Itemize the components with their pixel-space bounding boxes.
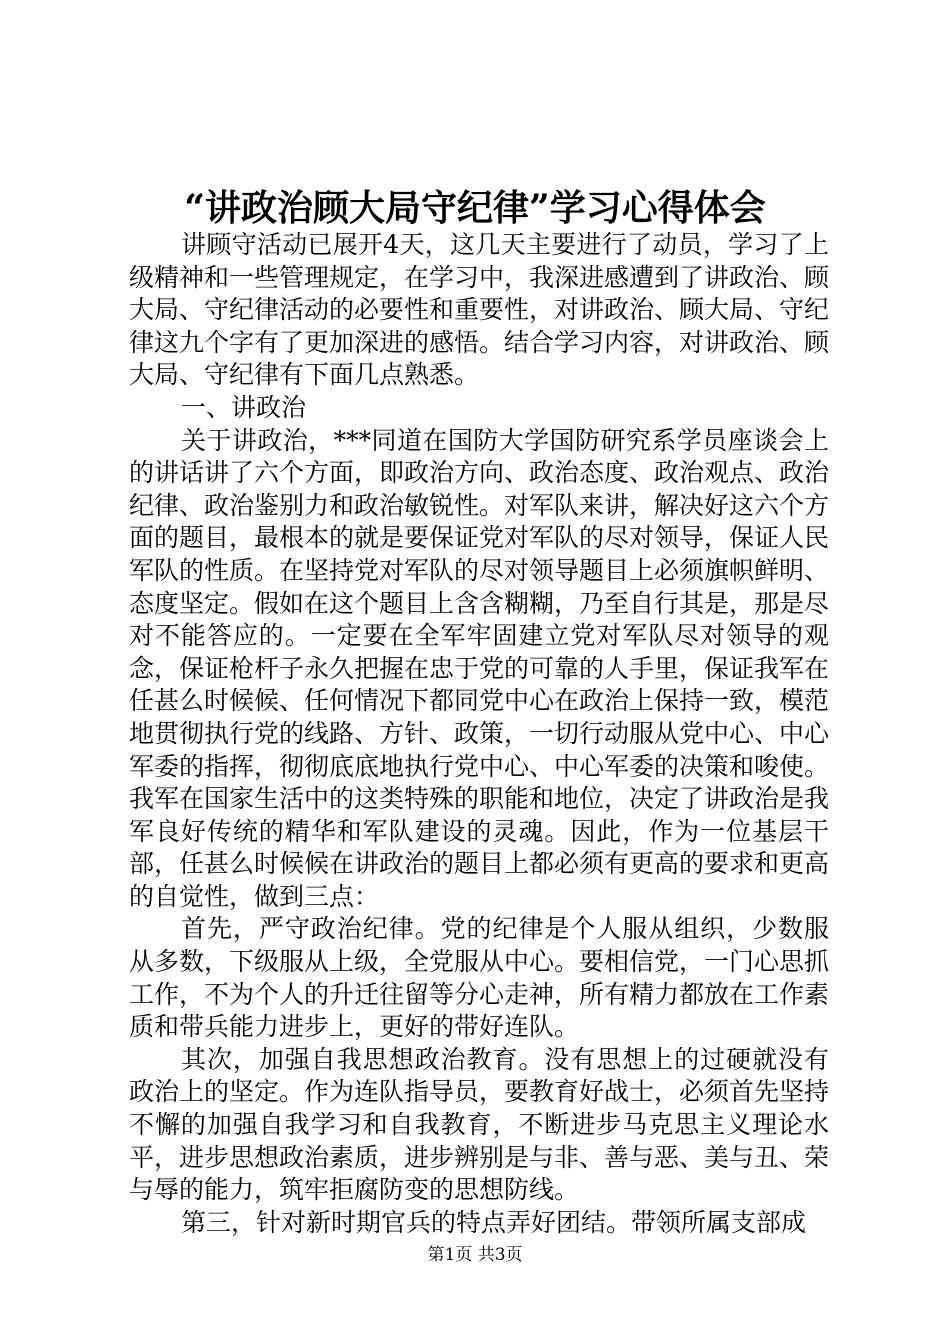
document-body — [129, 229, 829, 1239]
paragraph-second: 其次，加强自我思想政治教育。没有思想上的过硬就没有政治上的坚定。作为连队指导员，要教育好战士，必须首先坚持不懈的加强自我学习和自我教育，不断进步马克思主义理论水平，进步思想政治素质，进步辨别是与非、善与恶、美与丑、荣与辱的能力，筑牢拒腐防变的思想防线。 — [129, 1044, 830, 1205]
section-heading: 一、讲政治 — [181, 392, 307, 422]
page-number: 第1页 共3页 — [427, 1245, 523, 1265]
paragraph-intro: 讲顾守活动已展开4天，这几天主要进行了动员，学习了上级精神和一些管理规定，在学习中，我深进感遭到了讲政治、顾大局、守纪律活动的必要性和重要性，对讲政治、顾大局、守纪律这九个字有了更加深进的感悟。结合学习内容，对讲政治、顾大局、守纪律有下面几点熟悉。 — [129, 230, 830, 390]
paragraph-politics: 关于讲政治，***同道在国防大学国防研究系学员座谈会上的讲话讲了六个方面，即政治方向、政治态度、政治观点、政治纪律、政治鉴别力和政治敏锐性。对军队来讲，解决好这六个方面的题目，最根本的就是要保证党对军队的尽对领导，保证人民军队的性质。在坚持党对军队的尽对领导题目上必须旗帜鲜明、态度坚定。假如在这个题目上含含糊糊，乃至自行其是，那是尽对不能答应的。一定要在全军牢固建立党对军队尽对领导的观念，保证枪杆子永久把握在忠于党的可靠的人手里，保证我军在任甚么时候候、任何情况下都同党中心在政治上保持一致，模范地贯彻执行党的线路、方针、政策，一切行动服从党中心、中心军委的指挥，彻彻底底地执行党中心、中心军委的决策和唆使。我军在国家生活中的这类特殊的职能和地位，决定了讲政治是我军良好传统的精华和军队建设的灵魂。因此，作为一位基层干部，任甚么时候候在讲政治的题目上都必须有更高的要求和更高的自觉性，做到三点： — [129, 425, 830, 911]
paragraph-first: 首先，严守政治纪律。党的纪律是个人服从组织，少数服从多数，下级服从上级，全党服从中心。要相信党，一门心思抓工作，不为个人的升迁往留等分心走神，所有精力都放在工作素质和带兵能力进步上，更好的带好连队。 — [129, 914, 830, 1042]
document-title: “讲政治顾大局守纪律”学习心得体会 — [184, 187, 766, 229]
paragraph-third: 第三，针对新时期官兵的特点弄好团结。带领所属支部成 — [181, 1207, 807, 1237]
